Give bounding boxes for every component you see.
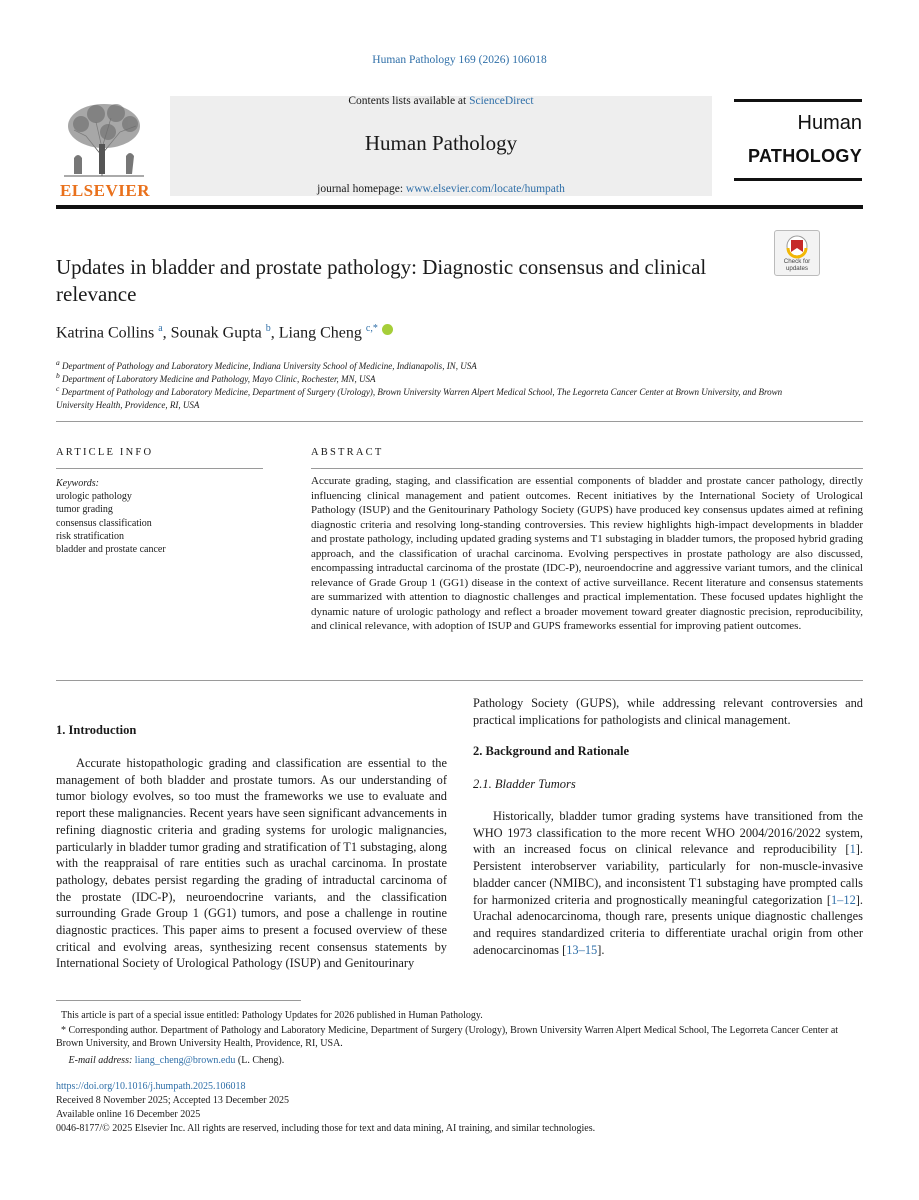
abstract-divider — [311, 468, 863, 469]
introduction-continuation: Pathology Society (GUPS), while addressing relevant controversies and practical implications for pathologists and clinical management. — [473, 696, 863, 727]
author-name[interactable]: Liang Cheng — [278, 324, 362, 342]
received-dates: Received 8 November 2025; Accepted 13 December 2025 — [56, 1095, 289, 1106]
keyword: risk stratification — [56, 530, 125, 542]
corresponding-author-text: Corresponding author. Department of Pathology and Laboratory Medicine, Department of Surgery (Urology), Brown University Warren Alpert Medical School, The Legorreta Cancer Center at Brown University, and Brown University Health, Providence, RI, USA. — [56, 1025, 839, 1049]
keywords-list — [56, 490, 263, 556]
affiliation-marker: b — [56, 371, 60, 380]
homepage-line — [170, 183, 712, 195]
reference-link[interactable]: 13–15 — [566, 942, 598, 957]
journal-citation[interactable]: Human Pathology 169 (2026) 106018 — [372, 54, 547, 66]
section-divider — [56, 680, 863, 681]
author-list: Katrina Collins $^a$, Sounak Gupta $^b$, Liang Cheng $^{c,*}$ — [56, 323, 756, 342]
masthead-divider — [56, 205, 863, 209]
keyword: bladder and prostate cancer — [56, 544, 166, 556]
affiliation-marker: a — [56, 358, 60, 367]
contents-line — [170, 95, 712, 107]
keyword: consensus classification — [56, 517, 152, 529]
footnote-divider — [56, 1000, 301, 1001]
background-heading: 2. Background and Rationale — [473, 744, 630, 758]
cover-title-line2: PATHOLOGY — [747, 146, 862, 166]
available-online-date: Available online 16 December 2025 — [56, 1109, 201, 1120]
abstract-text: Accurate grading, staging, and classification are essential components of bladder and prostate cancer pathology, directly influencing clinical management and patient outcomes. Recent initiatives by the International Society of Urological Pathology (ISUP) and the Genitourinary Pathology Society (GUPS) have produced key consensus updates aimed at refining diagnostic criteria and resolving long-standing controversies. This review highlights high-impact developments in bladder and prostate pathology, including updated grading systems and T1 substaging in bladder tumors, the proposed hybrid grading approach, and the classification of urachal carcinoma. Evolving perspectives in prostate pathology are also discussed, encompassing intraductal carcinoma of the prostate (IDC-P), neuroendocrine and aggressive variant tumors, and the clinical relevance of Grade Group 1 (GG1) disease in the context of active surveillance. Recent literature and consensus statements are summarized with attention to diagnostic challenges and practical implementation. These focused updates highlight the dynamic nature of urologic pathology and reflect a broader movement toward greater diagnostic precision, reproducibility, and clinical relevance, with adoption of ISUP and GUPS frameworks essential for improving patient outcomes. — [311, 475, 863, 632]
copyright-notice: 0046-8177/© 2025 Elsevier Inc. All rights are reserved, including those for text and data mining, AI training, and similar technologies. — [56, 1123, 596, 1134]
keyword: tumor grading — [56, 504, 113, 516]
introduction-heading: 1. Introduction — [56, 723, 137, 737]
bladder-tumors-heading: 2.1. Bladder Tumors — [473, 777, 576, 791]
cover-title-line1: Human — [797, 112, 862, 134]
paragraph-text: Historically, bladder tumor grading systems have transitioned from the WHO 1973 classification to the more recent WHO 2004/2016/2022 system, with an increased focus on clinical relevance and reproducibility [ — [473, 809, 863, 857]
email-link[interactable]: liang_cheng@brown.edu — [134, 1055, 236, 1066]
author-affiliation-ref[interactable]: c,* — [365, 323, 378, 334]
paragraph-text: ]. — [597, 942, 605, 957]
abstract-heading: ABSTRACT — [311, 447, 384, 458]
email-suffix: (L. Cheng). — [235, 1055, 285, 1066]
affiliation-text: Department of Pathology and Laboratory Medicine, Indiana University School of Medicine, Indianapolis, IN, USA — [62, 361, 477, 371]
check-for-updates-label: Check for updates — [783, 258, 811, 272]
reference-link[interactable]: 1–12 — [830, 892, 856, 907]
affiliation — [56, 382, 816, 412]
article-title: Updates in bladder and prostate pathology: Diagnostic consensus and clinical relevance — [56, 255, 707, 306]
article-info-heading: ARTICLE INFO — [56, 447, 154, 458]
paragraph-text: ]. Persistent interobserver variability, particularly for non-muscle-invasive bladder cancer (NMIBC), and inconsistent T1 substaging have prompted calls for harmonized criteria and prognostically meaningful categorization [ — [473, 842, 863, 907]
homepage-prefix: journal homepage: — [317, 183, 406, 195]
email-label: E-mail address: — [68, 1055, 133, 1066]
paragraph-text: ]. Urachal adenocarcinoma, though rare, presents unique diagnostic challenges and requires standardized criteria to differentiate urachal origin from other adenocarcinomas [ — [473, 892, 863, 957]
check-for-updates-button[interactable] — [774, 230, 820, 276]
author-affiliation-ref[interactable]: a — [158, 323, 163, 334]
journal-homepage-link[interactable]: www.elsevier.com/locate/humpath — [405, 183, 565, 195]
email-note — [56, 1054, 863, 1067]
article-info-divider — [56, 468, 263, 469]
elsevier-wordmark: ELSEVIER — [60, 181, 150, 200]
affiliation-text: Department of Pathology and Laboratory Medicine, Department of Surgery (Urology), Brown University Warren Alpert Medical School, The Legorreta Cancer Center at Brown University, and Brown University Health, Providence, RI, USA — [56, 387, 783, 410]
orcid-icon[interactable] — [382, 324, 393, 335]
special-issue-text: This article is part of a special issue entitled: Pathology Updates for 2026 published in Human Pathology. — [61, 1010, 483, 1021]
journal-title[interactable]: Human Pathology — [364, 131, 518, 155]
introduction-paragraph: Accurate histopathologic grading and classification are essential to the management of both bladder and prostate tumors. As our understanding of tumor biology evolves, so too must the frameworks we use to evaluate and report these malignancies. Recent years have seen significant advancements in refining diagnostic criteria and grading systems for urologic malignancies, particularly in bladder tumor grading and stratification of T1 substaging, along with the reappraisal of rare entities such as urachal carcinoma. In prostate pathology, debates persist regarding the grading of intraductal carcinoma of the prostate (IDC-P), neuroendocrine variants, and the classification surrounding Grade Group 1 (GG1) tumors, and pose a challenge in routine diagnostic practices. This paper aims to present a focused overview of these critical and evolving areas, synthesizing recent consensus statements by International Society of Urological Pathology (ISUP) and Genitourinary — [56, 756, 447, 971]
doi-link[interactable]: https://doi.org/10.1016/j.humpath.2025.106018 — [56, 1081, 246, 1092]
section-divider — [56, 421, 863, 422]
reference-link[interactable]: 1 — [849, 842, 856, 857]
author-name[interactable]: Katrina Collins — [56, 324, 155, 342]
affiliation-marker: c — [56, 384, 60, 393]
corresponding-author-note: * Corresponding author. Department of Pathology and Laboratory Medicine, Department of Surgery (Urology), Brown University Warren Alpert Medical School, The Legorreta Cancer Center at Brown University, and Brown University Health, Providence, RI, USA. — [56, 1025, 839, 1049]
keyword: urologic pathology — [56, 491, 132, 502]
special-issue-note — [56, 1009, 863, 1022]
contents-prefix: Contents lists available at — [348, 95, 470, 107]
affiliation-text: Department of Laboratory Medicine and Pathology, Mayo Clinic, Rochester, MN, USA — [62, 374, 376, 384]
bladder-tumors-paragraph — [473, 808, 863, 958]
sciencedirect-link[interactable]: ScienceDirect — [469, 95, 534, 107]
author-affiliation-ref[interactable]: b — [265, 323, 271, 334]
author-name[interactable]: Sounak Gupta — [170, 324, 262, 342]
keywords-label: Keywords: — [56, 478, 99, 489]
